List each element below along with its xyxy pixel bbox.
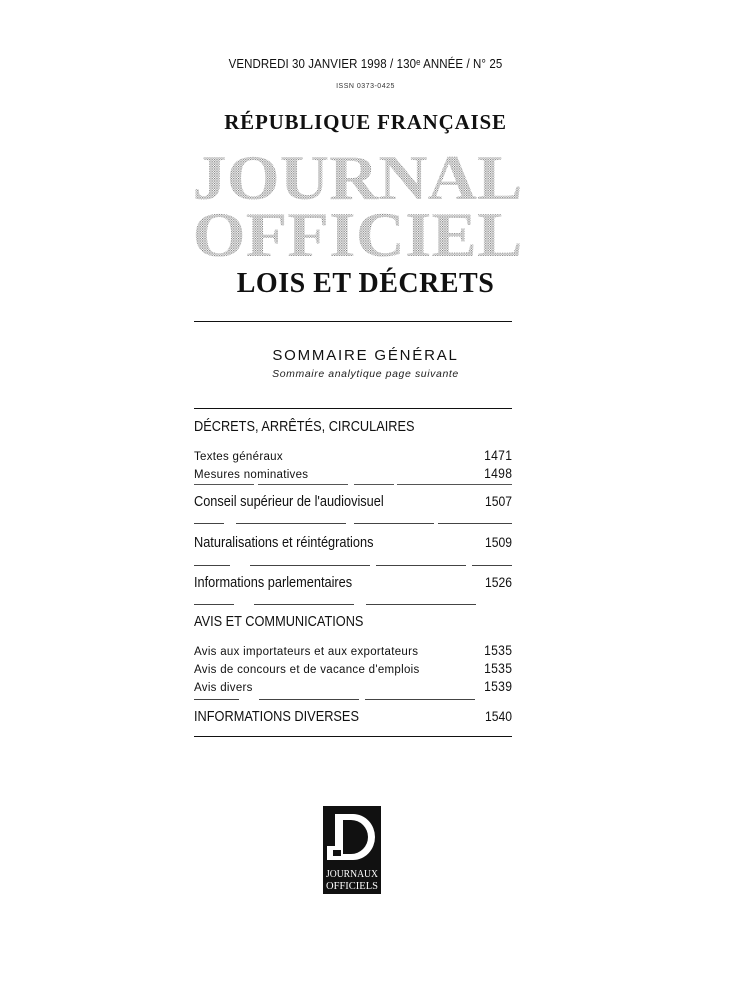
toc-entry-avis-concours[interactable] — [194, 661, 512, 676]
toc-entry-page: 1471 — [483, 448, 512, 463]
toc-entry-label: Naturalisations et réintégrations — [194, 535, 374, 551]
toc-entry-textes-generaux[interactable] — [194, 448, 512, 463]
toc-entry-page: 1540 — [484, 709, 512, 724]
toc-entry-page: 1509 — [484, 535, 512, 550]
divider — [194, 408, 512, 409]
issue-date-line: VENDREDI 30 JANVIER 1998 / 130ᵉ ANNÉE / N° 25 — [228, 57, 503, 71]
republique-francaise-heading: RÉPUBLIQUE FRANÇAISE — [224, 110, 507, 134]
toc-entry-informations-diverses[interactable] — [194, 709, 512, 725]
masthead-officiel: OFFICIEL — [192, 199, 523, 260]
toc-entry-label: Informations parlementaires — [194, 575, 353, 591]
masthead-journal: JOURNAL — [192, 142, 523, 213]
sommaire-subtitle: Sommaire analytique page suivante — [272, 368, 459, 380]
toc-entry-page: 1498 — [483, 466, 512, 481]
edition-title: LOIS ET DÉCRETS — [236, 268, 495, 299]
toc-entry-label: Conseil supérieur de l'audiovisuel — [194, 494, 384, 510]
toc-entry-page: 1539 — [483, 679, 512, 694]
logo-line-journaux: JOURNAUX — [326, 869, 379, 880]
divider — [194, 321, 512, 322]
toc-entry-label: Mesures nominatives — [194, 469, 309, 481]
toc-entry-avis-importateurs[interactable] — [194, 643, 512, 658]
toc-entry-label: Textes généraux — [194, 451, 283, 463]
divider — [194, 565, 512, 566]
toc-entry-csa[interactable] — [194, 494, 512, 510]
toc-entry-mesures-nominatives[interactable] — [194, 466, 512, 481]
divider — [194, 484, 512, 485]
section-heading-decrets: DÉCRETS, ARRÊTÉS, CIRCULAIRES — [194, 419, 415, 435]
section-heading-avis: AVIS ET COMMUNICATIONS — [194, 614, 364, 630]
toc-entry-avis-divers[interactable] — [194, 679, 512, 694]
toc-entry-label: Avis aux importateurs et aux exportateurs — [194, 646, 419, 658]
journal-officiel-masthead — [190, 142, 525, 260]
toc-entry-page: 1507 — [484, 494, 512, 509]
issn-number: ISSN 0373-0425 — [336, 83, 395, 90]
divider — [194, 604, 512, 605]
toc-entry-page: 1535 — [483, 661, 512, 676]
divider — [194, 523, 512, 524]
divider — [194, 736, 512, 737]
toc-entry-page: 1535 — [483, 643, 512, 658]
logo-line-officiels: OFFICIELS — [326, 881, 378, 892]
sommaire-title: SOMMAIRE GÉNÉRAL — [272, 347, 459, 364]
toc-entry-informations-parlementaires[interactable] — [194, 575, 512, 591]
divider — [194, 699, 512, 700]
toc-entry-page: 1526 — [484, 575, 512, 590]
toc-entry-label: Avis de concours et de vacance d'emplois — [194, 664, 420, 676]
toc-entry-label: INFORMATIONS DIVERSES — [194, 709, 359, 725]
journaux-officiels-logo — [323, 806, 381, 894]
toc-entry-label: Avis divers — [194, 682, 253, 694]
toc-entry-naturalisations[interactable] — [194, 535, 512, 551]
